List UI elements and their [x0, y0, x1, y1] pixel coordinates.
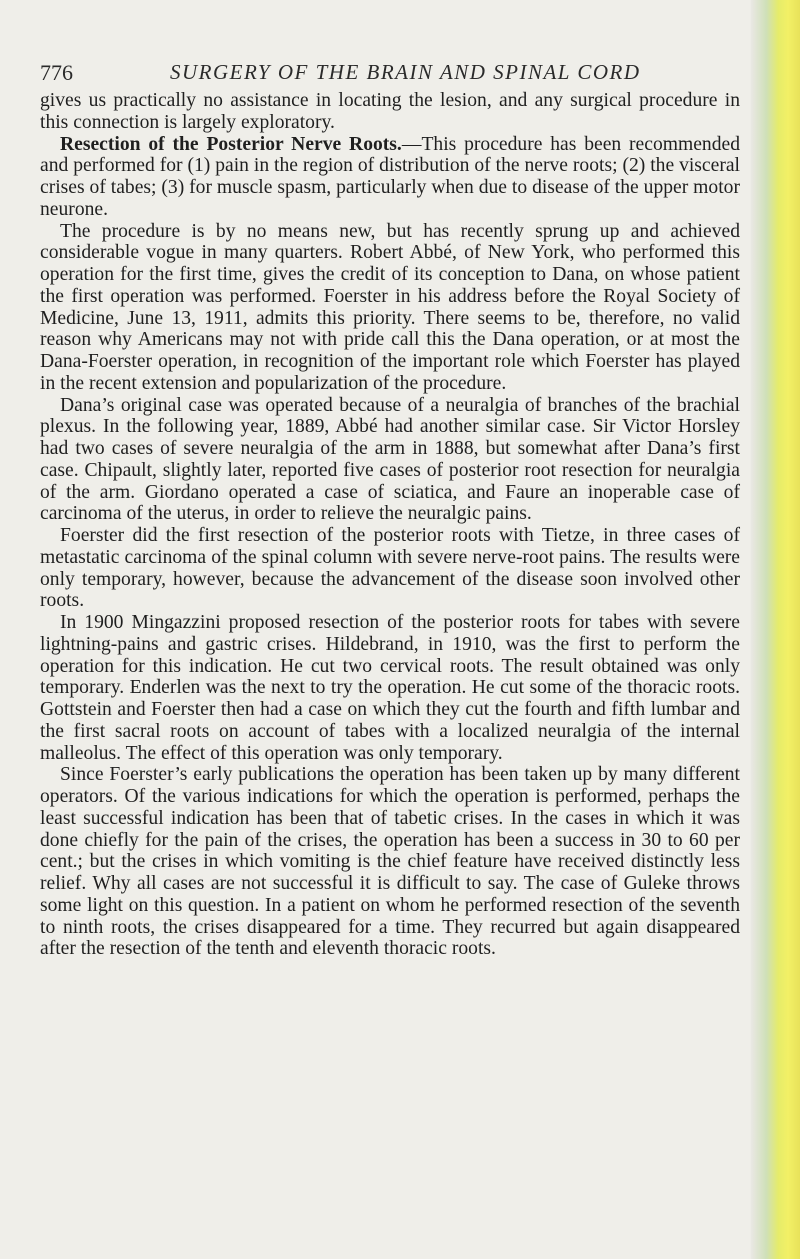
paragraph-text: Dana’s original case was operated because of a neuralgia of branches of the brachial plexus. In the following year, 1889, Abbé had another similar case. Sir Victor Horsley had two cases of severe neuralgia of the arm in 1888, but somewhat after Dana’s first case. Chipault, slightly later, reported five cases of posterior root resection for neuralgia of the arm. Giordano operated a case of sciatica, and Faure an inoperable case of carcinoma of the uterus, in order to relieve the neuralgic pains.: [40, 394, 740, 525]
paragraph-continuation: [40, 90, 740, 134]
paragraph: [40, 525, 740, 612]
paragraph-text: Foerster did the first resection of the posterior roots with Tietze, in three cases of metastatic carcinoma of the spinal column with severe nerve-root pains. The results were only temporary, however, because the advancement of the disease soon involved other roots.: [40, 525, 740, 612]
book-spine-edge: [752, 0, 800, 1259]
paragraph-text: The procedure is by no means new, but has recently sprung up and achieved considerable vogue in many quarters. Robert Abbé, of New York, who performed this operation for the first time, gives the credit of its conception to Dana, on whose patient the first operation was performed. Foerster in his address before the Royal Society of Medicine, June 13, 1911, admits this priority. There seems to be, therefore, no valid reason why Americans may not with pride call this the Dana operation, or at most the Dana-Foerster operation, in recognition of the important role which Foerster has played in the recent extension and popularization of the procedure.: [40, 220, 740, 394]
paragraph: [40, 612, 740, 764]
paragraph-text: In 1900 Mingazzini proposed resection of the posterior roots for tabes with severe lightning-pains and gastric crises. Hildebrand, in 1910, was the first to perform the operation for this indication. He cut two cervical roots. The result obtained was only temporary. Enderlen was the next to try the operation. He cut some of the thoracic roots. Gottstein and Foerster then had a case on which they cut the fourth and fifth lumbar and the first sacral roots on account of tabes with a localized neuralgia of the internal malleolus. The effect of this operation was only temporary.: [40, 612, 740, 764]
paragraph: [40, 395, 740, 526]
paragraph-text: Since Foerster’s early publications the operation has been taken up by many different operators. Of the various indications for which the operation is performed, perhaps the least successful indication has been that of tabetic crises. In the cases in which it was done chiefly for the pain of the crises, the operation has been a success in 30 to 60 per cent.; but the crises in which vomiting is the chief feature have received distinctly less relief. Why all cases are not successful it is difficult to say. The case of Guleke throws some light on this question. In a patient on whom he performed resection of the seventh to ninth roots, the crises disappeared for a time. They recurred but again disappeared after the resection of the tenth and eleventh thoracic roots.: [40, 764, 740, 960]
paragraph-text: —This procedure has been recommended and performed for (1) pain in the region of distribution of the nerve roots; (2) the visceral crises of tabes; (3) for muscle spasm, particularly when due to disease of the upper motor neurone.: [40, 133, 741, 220]
running-head: SURGERY OF THE BRAIN AND SPINAL CORD: [170, 60, 641, 84]
paragraph: [40, 221, 740, 395]
body-text: [40, 90, 740, 960]
paragraph: [40, 764, 740, 960]
page-number: 776: [40, 60, 73, 85]
paragraph-section-start: [40, 134, 740, 221]
page-header: [40, 60, 740, 88]
paragraph-text: gives us practically no assistance in locating the lesion, and any surgical procedure in this connection is largely exploratory.: [40, 90, 740, 133]
section-heading: Resection of the Posterior Nerve Roots.: [60, 133, 402, 155]
